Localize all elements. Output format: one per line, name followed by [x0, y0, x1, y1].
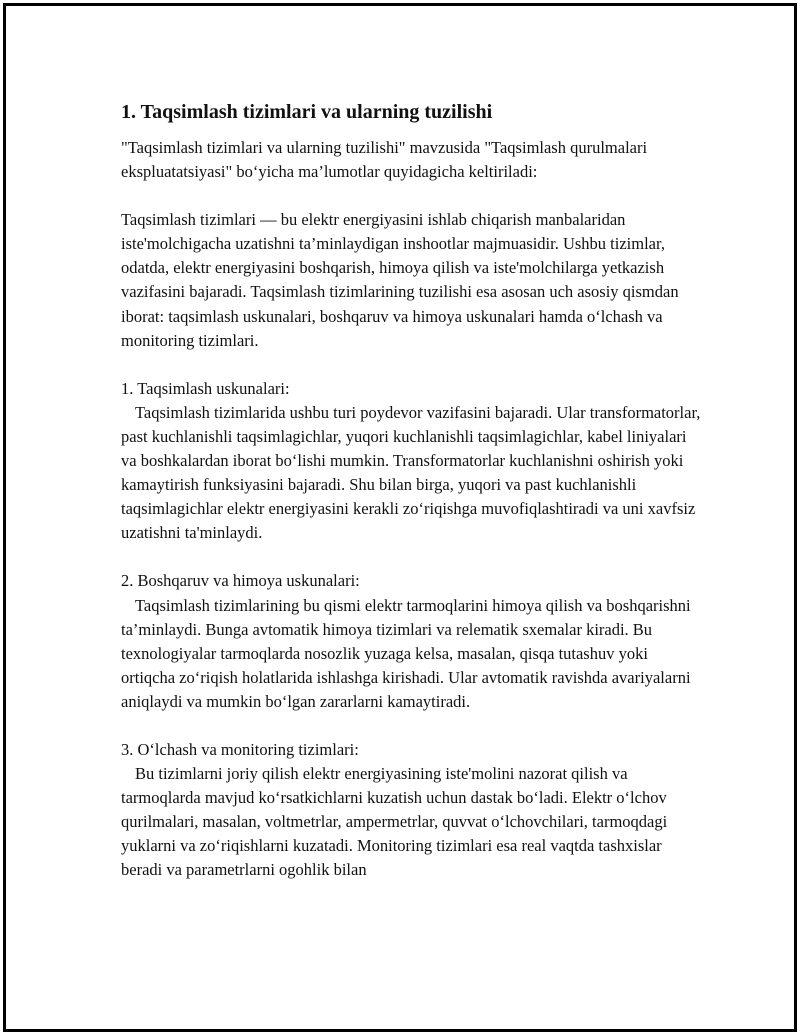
intro-paragraph: "Taqsimlash tizimlari va ularning tuzilishi" mavzusida "Taqsimlash qurulmalari ekspluatatsiyasi" bo‘yicha ma’lumotlar quyidagicha keltiriladi:: [121, 138, 648, 182]
section-body-measurement-monitoring: Bu tizimlarni joriy qilish elektr energiyasining iste'molini nazorat qilish va tarmoqlarda mavjud ko‘rsatkichlarni kuzatish uchun dastak bo‘ladi. Elektr o‘lchov qurilmalari, masalan, voltmetrlar, ampermetrlar, quvvat o‘lchovchilari, tarmoqdagi yuklarni va zo‘riqishlarni kuzatadi. Monitoring tizimlari esa real vaqtda tashxislar beradi va parametrlarni ogohlik bilan: [121, 764, 668, 880]
page-frame: [3, 3, 797, 1032]
paragraph-gap: [121, 353, 701, 377]
section-heading-control-protection: 2. Boshqaruv va himoya uskunalari:: [121, 571, 360, 591]
overview-paragraph: Taqsimlash tizimlari — bu elektr energiyasini ishlab chiqarish manbalaridan iste'molchigacha uzatishni ta’minlaydigan inshootlar majmuasidir. Ushbu tizimlar, odatda, elektr energiyasini boshqarish, himoya qilish va iste'molchilarga yetkazish vazifasini bajaradi. Taqsimlash tizimlarining tuzilishi esa asosan uch asosiy qismdan iborat: taqsimlash uskunalari, boshqaruv va himoya uskunalari hamda o‘lchash va monitoring tizimlari.: [121, 210, 679, 350]
paragraph-gap: [121, 184, 701, 208]
paragraph-gap: [121, 545, 701, 569]
document-title: 1. Taqsimlash tizimlari va ularning tuzilishi: [121, 101, 493, 123]
section-body-distribution-equipment: Taqsimlash tizimlarida ushbu turi poydevor vazifasini bajaradi. Ular transformatorlar, past kuchlanishli taqsimlagichlar, yuqori kuchlanishli taqsimlagichlar, kabel liniyalari va boshkalardan iborat bo‘lishi mumkin. Transformatorlar kuchlanishni oshirish yoki kamaytirish funksiyasini bajaradi. Shu bilan birga, yuqori va past kuchlanishli taqsimlagichlar elektr energiyasini kerakli zo‘riqishga muvofiqlashtiradi va uni xavfsiz uzatishni ta'minlaydi.: [121, 402, 701, 543]
section-heading-distribution-equipment: 1. Taqsimlash uskunalari:: [121, 378, 290, 398]
section-heading-measurement-monitoring: 3. O‘lchash va monitoring tizimlari:: [121, 739, 359, 759]
paragraph-gap: [121, 714, 701, 738]
section-body-control-protection: Taqsimlash tizimlarining bu qismi elektr tarmoqlarini himoya qilish va boshqarishni ta’minlaydi. Bunga avtomatik himoya tizimlari va relematik sxemalar kiradi. Bu texnologiyalar tarmoqlarda nosozlik yuzaga kelsa, masalan, qisqa tutashuv yoki ortiqcha zo‘riqish holatlarida ishlashga kirishadi. Ular avtomatik ravishda avariyalarni aniqlaydi va mumkin bo‘lgan zararlarni kamaytiradi.: [121, 595, 691, 711]
document-content: [121, 98, 701, 883]
